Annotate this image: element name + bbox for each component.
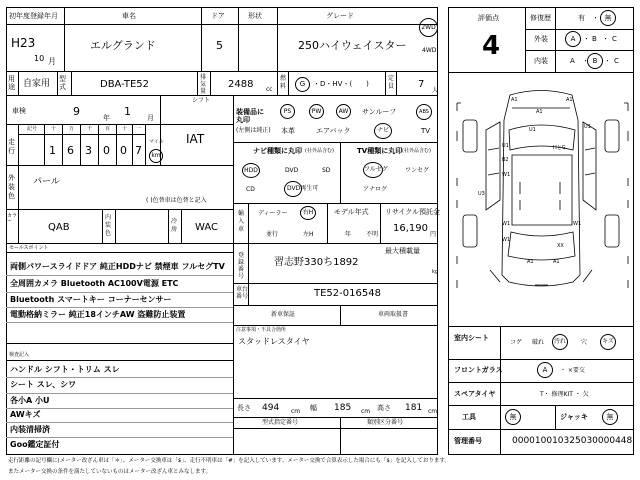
registration-value: 習志野330ち1892 xyxy=(274,257,359,268)
seat-opt-hole: 穴 xyxy=(581,339,588,346)
damage-code: XX xyxy=(557,243,564,249)
damage-code: HとG xyxy=(553,145,566,151)
interior-label: 内装 xyxy=(534,57,548,65)
front-glass-a-circle: A xyxy=(537,362,553,378)
navi-label: ナビ種類に丸印 xyxy=(253,147,302,155)
sales-point-line: 両側パワースライドドア 純正HDDナビ 禁煙車 フルセグTV xyxy=(10,262,225,271)
management-number-value: 000010010325030000448 xyxy=(512,436,633,446)
mileage-label: 走行 xyxy=(8,138,15,155)
inspection-month-unit: 月 xyxy=(147,114,154,122)
repair-label: 修復歴 xyxy=(530,14,551,22)
damage-code: A1 xyxy=(566,97,573,103)
inspection-year-unit: 年 xyxy=(103,114,110,122)
tv-label-note: (社外品含む) xyxy=(402,148,431,154)
seat-opt-stain-circle: 汚れ xyxy=(552,334,568,350)
front-glass-options: ・ ×要交 xyxy=(560,367,585,374)
chassis-label: 車台番号 xyxy=(236,286,249,300)
damage-code: W1 xyxy=(502,237,511,243)
sales-point-line: 電動格納ミラー 純正18インチAW 盗難防止装置 xyxy=(10,310,186,319)
tv-oneseg: ワンセグ xyxy=(405,167,430,174)
reg-month-unit: 月 xyxy=(48,57,56,66)
color-code-label: カラー xyxy=(7,213,18,224)
inspector-label: 検査記入 xyxy=(9,352,30,358)
exterior-c: C xyxy=(612,35,617,43)
navi-dvd-play-circle: DVD再生可 xyxy=(284,181,302,197)
damage-code: A1 xyxy=(527,259,534,265)
mileage-header-10k: 万 xyxy=(69,126,75,132)
damage-code: W1 xyxy=(573,221,582,227)
type-designation-label: 型式指定番号 xyxy=(262,419,299,426)
length-unit: cm xyxy=(291,408,301,415)
equip-leather: 本革 xyxy=(281,127,295,135)
reg-month: 10 xyxy=(34,54,45,63)
damage-code: U1 xyxy=(584,124,591,130)
import-parallel: 並行 xyxy=(266,231,279,238)
model-value: DBA-TE52 xyxy=(100,79,150,90)
import-label: 輸入車 xyxy=(238,210,245,233)
sales-point-label: セールスポイント xyxy=(9,245,49,251)
fuel-options: ・D・HV・( ) xyxy=(313,80,369,88)
inspection-label: 車検 xyxy=(12,107,26,115)
height-value: 181 xyxy=(405,403,423,413)
capacity-label: 定員 xyxy=(388,75,395,90)
recycle-unit: 円 xyxy=(430,231,437,238)
model-year-unit: 年 xyxy=(345,231,352,238)
class-number-label: 類別区分番号 xyxy=(367,419,404,426)
width-label: 幅 xyxy=(310,404,317,412)
exterior-b: B xyxy=(592,35,597,43)
capacity-value: 7 xyxy=(418,79,425,90)
score-value: 4 xyxy=(482,31,501,61)
door-label: ドア xyxy=(211,12,225,20)
height-label: 高さ xyxy=(377,404,391,412)
length-label: 長さ xyxy=(237,404,251,412)
repair-yes: 有 xyxy=(578,14,585,22)
mileage-digit: 0 xyxy=(120,144,127,157)
load-unit: kg xyxy=(432,269,439,275)
color-label: 外装色 xyxy=(8,174,15,200)
drive-2wd-circle: 2WD xyxy=(419,18,438,37)
ac-value: WAC xyxy=(195,222,218,233)
car-name-value: エルグランド xyxy=(90,39,156,52)
damage-code: A1 xyxy=(511,97,518,103)
load-label: 最大積載量 xyxy=(385,247,420,255)
seat-opt-burn: コゲ xyxy=(510,339,523,346)
drive-4wd: 4WD xyxy=(422,47,437,54)
mile-label: マイル xyxy=(149,139,164,145)
interior-a: A xyxy=(570,57,575,65)
equip-aw-circle: AW xyxy=(336,104,351,119)
interior-color-label: 内装色 xyxy=(105,214,112,237)
damage-code: U1 xyxy=(502,143,509,149)
grade-label: グレード xyxy=(326,12,354,20)
navi-sd: SD xyxy=(322,167,331,174)
exterior-sep: ・ xyxy=(583,35,590,43)
new-car-warranty: 新車保証 xyxy=(271,311,296,318)
equipment-sublabel: (左側は純正) xyxy=(236,127,271,134)
exterior-a-circle: A xyxy=(565,31,581,47)
mileage-header-100: 百 xyxy=(105,126,111,132)
interior-b-circle: B xyxy=(587,53,603,69)
disp-value: 2488 xyxy=(228,79,254,90)
inspection-year: 9 xyxy=(73,105,80,118)
use-value: 自家用 xyxy=(23,79,51,89)
disp-label: 排気量 xyxy=(200,74,207,95)
notes-label: 注意事項・不具合箇所 xyxy=(236,327,287,333)
sales-point-line: Bluetooth スマートキー コーナーセンサー xyxy=(10,295,172,304)
navi-dvd: DVD xyxy=(285,167,299,174)
inspector-line: ハンドル シフト・トリム スレ xyxy=(10,365,120,374)
damage-code: U1 xyxy=(529,127,536,133)
navi-label-note: (社外品含む) xyxy=(305,148,334,154)
interior-seat-label: 室内シート xyxy=(454,334,489,342)
equip-abs-circle: ABS xyxy=(416,104,432,120)
disp-unit: cc xyxy=(266,86,273,93)
management-number-label: 管理番号 xyxy=(454,437,482,445)
color-change-note: ( )色替車は色替と記入 xyxy=(146,197,207,204)
shift-value: IAT xyxy=(186,132,205,146)
import-left-hand: 左H xyxy=(303,231,314,238)
mileage-digit: 7 xyxy=(135,144,142,157)
inspector-line: AWキズ xyxy=(10,410,41,419)
grade-value: 250ハイウェイスター xyxy=(298,39,407,52)
mileage-header-symbol: 記号 xyxy=(27,126,38,132)
damage-code: W1 xyxy=(502,172,511,178)
seat-opt-scratch-circle: キズ xyxy=(600,334,616,350)
use-label: 用途 xyxy=(8,75,15,91)
inspector-line: シート スレ、シワ xyxy=(10,380,77,389)
front-glass-label: フロントガラス xyxy=(454,366,503,374)
damage-code: A1 xyxy=(553,259,560,265)
shape-label: 形状 xyxy=(248,12,262,20)
color-value: パール xyxy=(33,177,60,187)
repair-sep: ・ xyxy=(592,14,599,22)
damage-code: A1 xyxy=(536,109,543,115)
inspector-line: Goo鑑定証付 xyxy=(10,440,60,449)
repair-none-circle: 無 xyxy=(600,10,616,26)
import-dealer: ディーラー xyxy=(258,210,288,217)
spare-tire-label: スペアタイヤ xyxy=(454,390,496,398)
doors-value: 5 xyxy=(216,39,223,52)
mileage-digit: 0 xyxy=(103,144,110,157)
tv-fullseg-circle: フルセグ xyxy=(363,162,383,178)
interior-sep: ・ xyxy=(582,57,589,65)
inspector-line: 各小A 小U xyxy=(10,396,50,405)
width-unit: cm xyxy=(361,408,371,415)
damage-code: B2 xyxy=(502,157,509,163)
equip-navi-circle: ナビ xyxy=(374,123,392,139)
width-value: 185 xyxy=(334,403,352,413)
km-circle: km xyxy=(149,149,163,163)
length-value: 494 xyxy=(262,403,280,413)
reg-year: H23 xyxy=(11,36,36,50)
jack-label: ジャッキ xyxy=(560,413,588,421)
evaluation-panel xyxy=(448,7,634,455)
car-name-label: 車名 xyxy=(122,12,136,20)
vehicle-manual: 車両取扱書 xyxy=(378,311,409,318)
footer-note-line1: 走行距離の記号欄に(メーター改ざん車は「＊」、メーター交換車は「$」、走行不明車は「#」を記入しています。メーター交換で合算表示した場合にも「$」を記入しております。 xyxy=(8,458,450,464)
notes-value: スタッドレスタイヤ xyxy=(238,337,310,346)
mileage-header-10: 十 xyxy=(122,126,128,132)
reg-date-label: 初年度登録年月 xyxy=(9,12,58,20)
seat-opt-tear: 破れ xyxy=(532,339,545,346)
height-unit: cm xyxy=(428,408,438,415)
registration-label: 登録番号 xyxy=(238,252,245,280)
score-label: 評価点 xyxy=(478,14,499,22)
tv-analog: アナログ xyxy=(363,186,388,193)
import-right-hand-circle: 右H xyxy=(300,206,316,220)
recycle-label: リサイクル預託金 xyxy=(385,208,441,216)
color-code-value: QAB xyxy=(48,222,70,233)
tools-label: 工具 xyxy=(462,413,476,421)
capacity-unit: 人 xyxy=(432,87,439,94)
sales-point-line: 全周囲カメラ Bluetooth AC100V電源 ETC xyxy=(10,279,179,288)
damage-code: U3 xyxy=(478,191,485,197)
jack-none-circle: 無 xyxy=(602,409,618,425)
equip-sunroof: サンルーフ xyxy=(362,108,397,116)
model-year-unknown: 不明 xyxy=(366,231,379,238)
spare-tire-options: T・ 修理KIT ・ 欠 xyxy=(540,391,589,398)
mileage-digit: 3 xyxy=(85,144,92,157)
recycle-value: 16,190 xyxy=(393,223,428,234)
inspector-line: 内装清掃済 xyxy=(10,425,50,434)
inspection-month: 1 xyxy=(124,105,131,118)
exterior-sep: ・ xyxy=(602,35,609,43)
equipment-label: 装備品に丸印 xyxy=(236,108,264,124)
footer-note-line2: またメーター交換の条件を満たしていないものはメーター改ざん車とみなします。 xyxy=(8,469,212,475)
tools-none-circle: 無 xyxy=(505,409,521,425)
interior-sep: ・ xyxy=(604,57,611,65)
interior-c: C xyxy=(614,57,619,65)
equip-pw-circle: PW xyxy=(309,104,324,119)
shift-label: シフト xyxy=(192,97,211,104)
mileage-header-1k: 千 xyxy=(87,126,93,132)
damage-code: W1 xyxy=(502,221,511,227)
tv-label: TV種類に丸印 xyxy=(357,147,403,155)
model-label: 型式 xyxy=(59,75,66,91)
ac-label: 冷房 xyxy=(171,218,178,233)
mileage-header-1: 一 xyxy=(136,126,142,132)
exterior-label: 外装 xyxy=(534,35,548,43)
mileage-header-100k: 十 xyxy=(51,126,57,132)
navi-hdd-circle: HDD xyxy=(242,163,260,178)
fuel-gasoline-circle: G xyxy=(295,77,310,92)
navi-cd: CD xyxy=(246,186,255,193)
fuel-label: 燃料 xyxy=(280,75,287,90)
chassis-value: TE52-016548 xyxy=(314,288,381,299)
mileage-digit: 1 xyxy=(49,144,56,157)
equip-tv: TV xyxy=(421,127,431,135)
model-year-label: モデル年式 xyxy=(334,208,369,216)
equip-airbag: エアバック xyxy=(316,127,351,135)
mileage-digit: 6 xyxy=(67,144,74,157)
equip-ps-circle: PS xyxy=(280,104,295,119)
